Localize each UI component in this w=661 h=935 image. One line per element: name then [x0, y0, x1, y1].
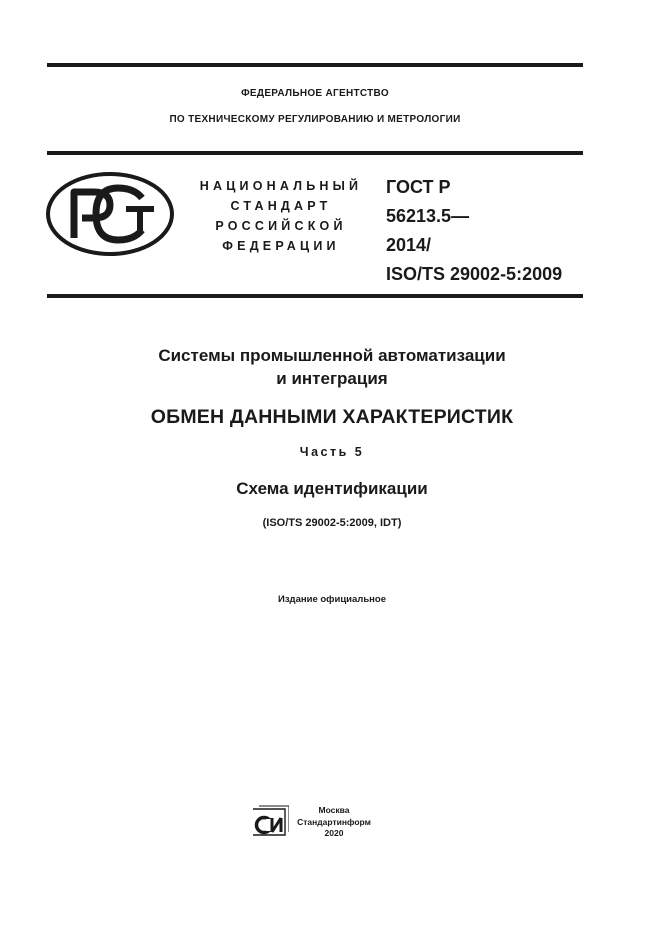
publisher-city: Москва: [318, 805, 350, 815]
designation-line3: 2014/: [386, 235, 432, 255]
standard-designation: [386, 173, 586, 289]
standartinform-logo: [249, 805, 289, 839]
agency-name-line2: ПО ТЕХНИЧЕСКОМУ РЕГУЛИРОВАНИЮ И МЕТРОЛОГИИ: [169, 114, 461, 125]
part-number: Часть 5: [299, 445, 365, 459]
equivalence-note: (ISO/TS 29002-5:2009, IDT): [262, 517, 402, 529]
designation-rule: [47, 294, 583, 298]
designation-line1: ГОСТ Р: [386, 177, 451, 197]
series-title-line1: Системы промышленной автоматизации: [158, 346, 506, 365]
designation-line4: ISO/TS 29002-5:2009: [386, 264, 563, 284]
edition-label: Издание официальное: [278, 594, 386, 605]
main-title: ОБМЕН ДАННЫМИ ХАРАКТЕРИСТИК: [150, 406, 514, 428]
standard-type-line3: РОССИЙСКОЙ: [215, 219, 347, 233]
publication-year: 2020: [324, 828, 344, 838]
agency-name-line1: ФЕДЕРАЛЬНОЕ АГЕНТСТВО: [241, 88, 389, 99]
series-title-line2: и интеграция: [276, 369, 388, 388]
publisher-name: Стандартинформ: [297, 816, 371, 827]
standard-type-line2: СТАНДАРТ: [230, 199, 332, 213]
standard-type-line4: ФЕДЕРАЦИИ: [222, 239, 340, 253]
national-standard-label: [188, 176, 374, 256]
standard-type-line1: НАЦИОНАЛЬНЫЙ: [199, 179, 363, 193]
header-rule: [47, 151, 583, 155]
top-rule: [47, 63, 583, 67]
series-title: [47, 344, 617, 390]
publisher-block: [296, 805, 372, 840]
part-subtitle: Схема идентификации: [236, 479, 428, 498]
gost-r-certification-logo: [46, 172, 174, 256]
designation-line2: 56213.5—: [386, 206, 470, 226]
